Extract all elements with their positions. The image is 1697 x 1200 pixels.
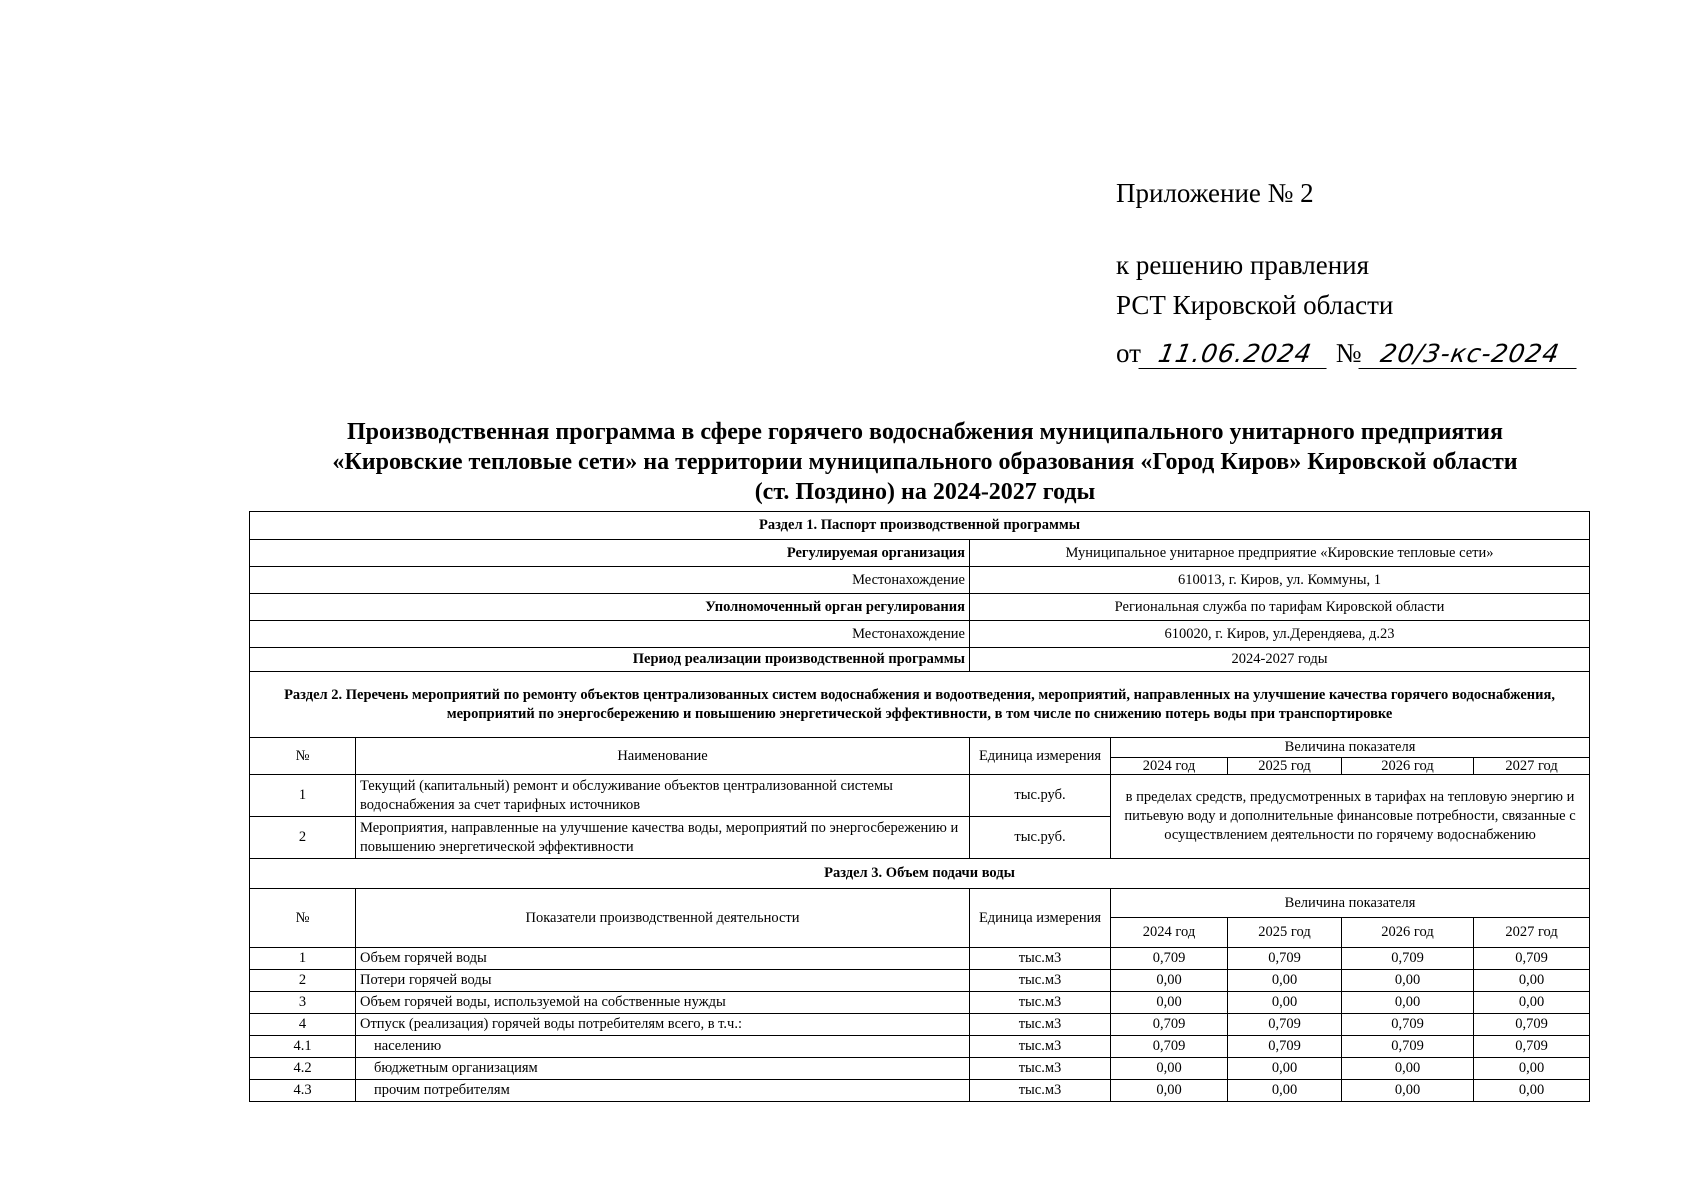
passport-value: Региональная служба по тарифам Кировской области — [970, 594, 1590, 621]
measure-row — [250, 775, 1590, 817]
title-line-1: Производственная программа в сфере горячего водоснабжения муниципального унитарного предприятия — [346, 419, 1503, 445]
decision-reference: к решению правления — [1116, 250, 1370, 280]
indicator-name: Отпуск (реализация) горячей воды потребителям всего, в т.ч.: — [356, 1014, 970, 1036]
indicator-unit: тыс.м3 — [970, 948, 1111, 970]
value-2027: 0,00 — [1474, 992, 1590, 1014]
row-number: 2 — [250, 817, 356, 859]
row-number: 1 — [250, 775, 356, 817]
value-2024: 0,709 — [1111, 1036, 1228, 1058]
row-number: 4.1 — [250, 1036, 356, 1058]
indicator-unit: тыс.м3 — [970, 1014, 1111, 1036]
value-2026: 0,709 — [1342, 1036, 1474, 1058]
year-header: 2025 год — [1228, 758, 1342, 775]
value-2025: 0,709 — [1228, 1014, 1342, 1036]
passport-label: Местонахождение — [250, 621, 970, 648]
value-2025: 0,00 — [1228, 992, 1342, 1014]
appendix-number: Приложение № 2 — [1116, 178, 1314, 208]
value-2024: 0,00 — [1111, 1058, 1228, 1080]
passport-label: Период реализации производственной программы — [250, 648, 970, 672]
value-2025: 0,00 — [1228, 1058, 1342, 1080]
passport-label: Уполномоченный орган регулирования — [250, 594, 970, 621]
year-header: 2027 год — [1474, 918, 1590, 948]
section3-heading: Раздел 3. Объем подачи воды — [250, 859, 1590, 889]
column-header-unit: Единица измерения — [970, 889, 1111, 948]
section1-heading: Раздел 1. Паспорт производственной программы — [250, 512, 1590, 540]
value-2024: 0,709 — [1111, 1014, 1228, 1036]
value-2025: 0,709 — [1228, 1036, 1342, 1058]
indicator-unit: тыс.м3 — [970, 1058, 1111, 1080]
passport-row — [250, 648, 1590, 672]
measure-unit: тыс.руб. — [970, 817, 1111, 859]
year-header: 2026 год — [1342, 758, 1474, 775]
row-number: 4.3 — [250, 1080, 356, 1102]
volume-row — [250, 1014, 1590, 1036]
row-number: 1 — [250, 948, 356, 970]
year-header: 2024 год — [1111, 758, 1228, 775]
column-header-unit: Единица измерения — [970, 738, 1111, 775]
document-title — [250, 417, 1600, 507]
volume-row — [250, 1036, 1590, 1058]
value-2026: 0,00 — [1342, 1080, 1474, 1102]
value-2027: 0,00 — [1474, 1080, 1590, 1102]
passport-row — [250, 540, 1590, 567]
indicator-name: населению — [356, 1036, 970, 1058]
volume-row — [250, 1058, 1590, 1080]
issuing-authority: РСТ Кировской области — [1116, 290, 1394, 320]
passport-value: 2024-2027 годы — [970, 648, 1590, 672]
indicator-unit: тыс.м3 — [970, 970, 1111, 992]
indicator-name: Объем горячей воды, используемой на собственные нужды — [356, 992, 970, 1014]
value-2026: 0,709 — [1342, 1014, 1474, 1036]
volume-row — [250, 992, 1590, 1014]
value-2024: 0,00 — [1111, 1080, 1228, 1102]
volume-row — [250, 970, 1590, 992]
year-header: 2026 год — [1342, 918, 1474, 948]
passport-label: Местонахождение — [250, 567, 970, 594]
value-2025: 0,709 — [1228, 948, 1342, 970]
value-2027: 0,709 — [1474, 1036, 1590, 1058]
value-2027: 0,709 — [1474, 948, 1590, 970]
passport-row — [250, 567, 1590, 594]
year-header: 2025 год — [1228, 918, 1342, 948]
value-2024: 0,00 — [1111, 970, 1228, 992]
value-2026: 0,709 — [1342, 948, 1474, 970]
value-2027: 0,00 — [1474, 1058, 1590, 1080]
passport-row — [250, 594, 1590, 621]
handwritten-number: 20/3-кс-2024 — [1359, 340, 1582, 369]
indicator-unit: тыс.м3 — [970, 1036, 1111, 1058]
program-table — [249, 511, 1590, 1102]
passport-label: Регулируемая организация — [250, 540, 970, 567]
passport-value: 610020, г. Киров, ул.Дерендяева, д.23 — [970, 621, 1590, 648]
value-2024: 0,709 — [1111, 948, 1228, 970]
from-label: от — [1116, 338, 1141, 368]
column-header-name: Показатели производственной деятельности — [356, 889, 970, 948]
number-label: № — [1335, 338, 1362, 368]
value-2026: 0,00 — [1342, 992, 1474, 1014]
passport-value: Муниципальное унитарное предприятие «Кировские тепловые сети» — [970, 540, 1590, 567]
column-header-value: Величина показателя — [1111, 738, 1590, 758]
indicator-unit: тыс.м3 — [970, 1080, 1111, 1102]
section2-heading-row — [250, 672, 1590, 738]
volume-row — [250, 948, 1590, 970]
indicator-name: бюджетным организациям — [356, 1058, 970, 1080]
indicator-unit: тыс.м3 — [970, 992, 1111, 1014]
measure-name: Мероприятия, направленные на улучшение качества воды, мероприятий по энергосбережению и повышению энергетической эффективности — [356, 817, 970, 859]
row-number: 4.2 — [250, 1058, 356, 1080]
value-2026: 0,00 — [1342, 1058, 1474, 1080]
measure-name: Текущий (капитальный) ремонт и обслуживание объектов централизованной системы водоснабжения за счет тарифных источников — [356, 775, 970, 817]
column-header-number: № — [250, 738, 356, 775]
indicator-name: Объем горячей воды — [356, 948, 970, 970]
indicator-name: Потери горячей воды — [356, 970, 970, 992]
section2-heading: Раздел 2. Перечень мероприятий по ремонту объектов централизованных систем водоснабжения и водоотведения, мероприятий, направленных на улучшение качества горячего водоснабжения, мероприятий по энергосбережению и повышению энергетической эффективности, в том числе по снижению потерь воды при транспортировке — [250, 672, 1590, 738]
value-2025: 0,00 — [1228, 970, 1342, 992]
value-2027: 0,709 — [1474, 1014, 1590, 1036]
section2-header-row — [250, 738, 1590, 758]
measure-merged-value: в пределах средств, предусмотренных в тарифах на тепловую энергию и питьевую воду и дополнительные финансовые потребности, связанные с осуществлением деятельности по горячему водоснабжению — [1111, 775, 1590, 859]
measure-unit: тыс.руб. — [970, 775, 1111, 817]
column-header-value: Величина показателя — [1111, 889, 1590, 918]
year-header: 2027 год — [1474, 758, 1590, 775]
row-number: 3 — [250, 992, 356, 1014]
decision-date-number — [1116, 338, 1579, 369]
row-number: 2 — [250, 970, 356, 992]
column-header-number: № — [250, 889, 356, 948]
passport-row — [250, 621, 1590, 648]
passport-value: 610013, г. Киров, ул. Коммуны, 1 — [970, 567, 1590, 594]
row-number: 4 — [250, 1014, 356, 1036]
indicator-name: прочим потребителям — [356, 1080, 970, 1102]
column-header-name: Наименование — [356, 738, 970, 775]
handwritten-date: 11.06.2024 — [1138, 340, 1331, 369]
value-2027: 0,00 — [1474, 970, 1590, 992]
title-line-2: «Кировские тепловые сети» на территории муниципального образования «Город Киров» Кировской области — [332, 449, 1518, 475]
value-2024: 0,00 — [1111, 992, 1228, 1014]
title-line-3: (ст. Поздино) на 2024-2027 годы — [754, 479, 1096, 505]
section3-header-row — [250, 889, 1590, 918]
value-2025: 0,00 — [1228, 1080, 1342, 1102]
section1-heading-row — [250, 512, 1590, 540]
volume-row — [250, 1080, 1590, 1102]
year-header: 2024 год — [1111, 918, 1228, 948]
value-2026: 0,00 — [1342, 970, 1474, 992]
section3-heading-row — [250, 859, 1590, 889]
